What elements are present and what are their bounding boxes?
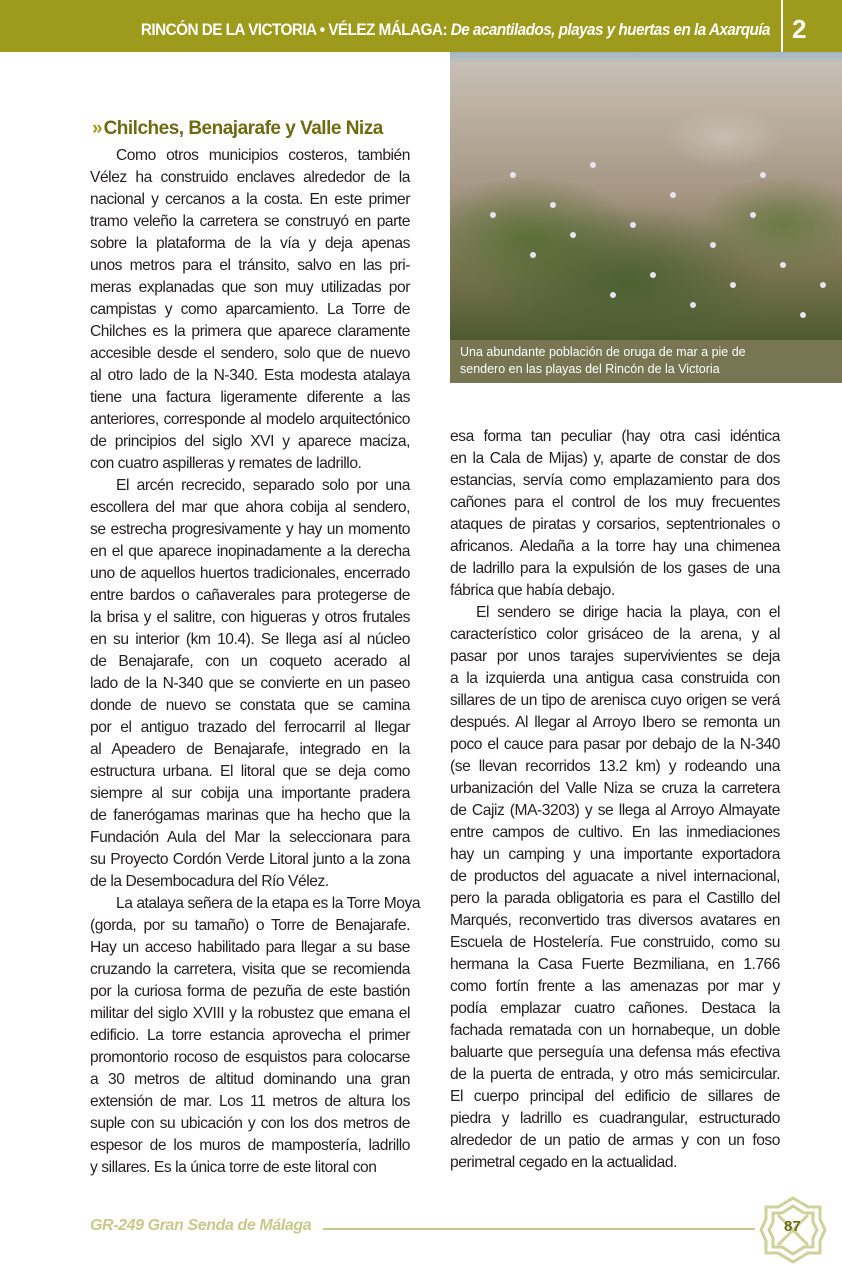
header-title-sub: De acantilados, playas y huertas en la Axarquía xyxy=(450,20,770,39)
text-line: donde de nuevo se constata que se camina xyxy=(90,697,410,714)
text-line: sobre la plataforma de la vía y deja apenas xyxy=(90,235,410,252)
text-line: perimetral cegado en la actualidad. xyxy=(450,1154,677,1171)
text-line: pasar por unos tarajes supervivientes se deja xyxy=(450,648,780,665)
text-line: cruzando la carretera, visita que se recomienda xyxy=(90,961,410,978)
flower-mark xyxy=(570,232,576,238)
text-line: uno de aquellos huertos tradicionales, encerrado xyxy=(90,565,410,582)
text-line: anteriores, corresponde al modelo arquitectónico xyxy=(90,411,410,428)
text-line: estancias, servía como emplazamiento para dos xyxy=(450,472,780,489)
page-number: 87 xyxy=(784,1218,801,1235)
text-line: y sillares. Es la única torre de este litoral con xyxy=(90,1159,377,1176)
flower-mark xyxy=(820,282,826,288)
flower-mark xyxy=(760,172,766,178)
text-line: a la izquierda una antigua casa construida con xyxy=(450,670,780,687)
footer-rule xyxy=(323,1228,755,1230)
text-line: accesible desde el sendero, solo que de nuevo xyxy=(90,345,410,362)
text-line: Chilches es la primera que aparece claramente xyxy=(90,323,410,340)
text-line: Vélez ha construido enclaves alrededor de la xyxy=(90,169,410,186)
text-line: entre campos de cultivo. En las inmediaciones xyxy=(450,824,780,841)
text-line: en su interior (km 10.4). Se llega así al núcleo xyxy=(90,631,410,648)
text-line: El sendero se dirige hacia la playa, con el xyxy=(476,604,780,621)
text-line: Marqués, reconvertido tras diversos avatares en xyxy=(450,912,780,929)
text-line: característico color grisáceo de la arena, y al xyxy=(450,626,780,643)
chevron-marker-icon: » xyxy=(92,118,100,139)
text-line: espesor de los muros de mampostería, ladrillo xyxy=(90,1137,410,1154)
section-heading xyxy=(92,118,383,140)
text-line: como fortín frente a las amenazas por mar y xyxy=(450,978,780,995)
flower-mark xyxy=(610,292,616,298)
text-line: alrededor de un patio de armas y con un foso xyxy=(450,1132,780,1149)
text-line: tramo veleño la carretera se construyó en parte xyxy=(90,213,410,230)
flower-mark xyxy=(550,202,556,208)
text-line: Hay un acceso habilitado para llegar a su base xyxy=(90,939,410,956)
text-line: por la curiosa forma de pezuña de este bastión xyxy=(90,983,410,1000)
text-line: promontorio rocoso de esquistos para colocarse xyxy=(90,1049,410,1066)
text-line: hermana la Casa Fuerte Bezmiliana, en 1.766 xyxy=(450,956,780,973)
flower-mark xyxy=(650,272,656,278)
text-line: la brisa y el salitre, con higueras y otros frutales xyxy=(90,609,410,626)
right-column xyxy=(450,426,780,1174)
text-line: de productos del aguacate a nivel internacional, xyxy=(450,868,780,885)
text-line: en la Cala de Mijas) y, aparte de constar de dos xyxy=(450,450,780,467)
text-line: estructura urbana. El litoral que se deja como xyxy=(90,763,410,780)
text-line: siempre al sur cobija una importante pradera xyxy=(90,785,410,802)
header-divider xyxy=(781,0,783,52)
text-line: fachada rematada con un hornabeque, un doble xyxy=(450,1022,780,1039)
running-header xyxy=(0,0,842,52)
text-line: esa forma tan peculiar (hay otra casi idéntica xyxy=(450,428,780,445)
flower-mark xyxy=(590,162,596,168)
text-line: lado de la N-340 que se convierte en un paseo xyxy=(90,675,410,692)
flower-mark xyxy=(690,302,696,308)
text-line: hay un camping y una importante exportadora xyxy=(450,846,780,863)
text-line: pero la parada obligatoria es para el Castillo del xyxy=(450,890,780,907)
text-line: de ladrillo para la expulsión de los gases de una xyxy=(450,560,780,577)
text-line: entre bardos o cañaverales para protegerse de xyxy=(90,587,410,604)
text-line: urbanización del Valle Niza se cruza la carretera xyxy=(450,780,780,797)
flower-mark xyxy=(710,242,716,248)
caption-line: Una abundante población de oruga de mar a pie de xyxy=(460,345,746,359)
text-line: sillares de un tipo de arenisca cuyo origen se verá xyxy=(450,692,780,709)
text-line: de Benajarafe, con un coqueto acerado al xyxy=(90,653,410,670)
flower-mark xyxy=(750,212,756,218)
text-line: edificio. La torre estancia aprovecha el primer xyxy=(90,1027,410,1044)
text-line: Fundación Aula del Mar la seleccionara para xyxy=(90,829,410,846)
flower-mark xyxy=(670,192,676,198)
caption-line: sendero en las playas del Rincón de la Victoria xyxy=(460,362,720,376)
text-line: militar del siglo XVIII y la robustez que emana el xyxy=(90,1005,410,1022)
section-heading-text: Chilches, Benajarafe y Valle Niza xyxy=(103,118,383,139)
text-line: se estrecha progresivamente y hay un momento xyxy=(90,521,410,538)
text-line: poco el cauce para pasar por debajo de la N-340 xyxy=(450,736,780,753)
text-line: podía emplazar cuatro cañones. Destaca la xyxy=(450,1000,780,1017)
text-line: tiene una factura ligeramente diferente a las xyxy=(90,389,410,406)
text-line: suple con su ubicación y con los dos metros de xyxy=(90,1115,410,1132)
text-line: meras explanadas que son muy utilizadas por xyxy=(90,279,410,296)
flower-mark xyxy=(530,252,536,258)
text-line: piedra y ladrillo es cuadrangular, estructurado xyxy=(450,1110,780,1127)
text-line: baluarte que perseguía una defensa más efectiva xyxy=(450,1044,780,1061)
text-line: en el que aparece inopinadamente a la derecha xyxy=(90,543,410,560)
flower-mark xyxy=(730,282,736,288)
text-line: Escuela de Hostelería. Fue construido, como su xyxy=(450,934,780,951)
text-line: (se llevan recorridos 13.2 km) y rodeando una xyxy=(450,758,780,775)
text-line: africanos. Aledaña a la torre hay una chimenea xyxy=(450,538,780,555)
text-line: de la Desembocadura del Río Vélez. xyxy=(90,873,329,890)
flower-mark xyxy=(510,172,516,178)
text-line: Como otros municipios costeros, también xyxy=(116,147,410,164)
text-line: (gorda, por su tamaño) o Torre de Benajarafe. xyxy=(90,917,410,934)
text-line: de Cajiz (MA-3203) y se llega al Arroyo Almayate xyxy=(450,802,780,819)
text-line: El arcén recrecido, separado solo por una xyxy=(116,477,410,494)
chapter-number: 2 xyxy=(792,14,807,44)
header-title-main: RINCÓN DE LA VICTORIA • VÉLEZ MÁLAGA: xyxy=(140,20,447,39)
footer-series-title: GR-249 Gran Senda de Málaga xyxy=(90,1217,312,1234)
text-line: al otro lado de la N-340. Esta modesta atalaya xyxy=(90,367,410,384)
text-line: después. Al llegar al Arroyo Ibero se remonta un xyxy=(450,714,780,731)
text-line: de principios del siglo XVI y aparece maciza, xyxy=(90,433,410,450)
text-line: cañones para el control de los muy frecuentes xyxy=(450,494,780,511)
left-column xyxy=(90,145,421,1179)
flower-mark xyxy=(490,212,496,218)
text-line: extensión de mar. Los 11 metros de altura los xyxy=(90,1093,410,1110)
text-line: campistas y como aparcamiento. La Torre de xyxy=(90,301,410,318)
text-line: de fanerógamas marinas que ha hecho que la xyxy=(90,807,410,824)
text-line: ataques de piratas y corsarios, septentrionales o xyxy=(450,516,780,533)
text-line: con cuatro aspilleras y remates de ladrillo. xyxy=(90,455,362,472)
header-title xyxy=(141,20,770,40)
text-line: La atalaya señera de la etapa es la Torre Moya xyxy=(116,895,421,912)
flower-mark xyxy=(800,312,806,318)
text-line: fábrica que había debajo. xyxy=(450,582,615,599)
text-line: a 30 metros de altitud dominando una gran xyxy=(90,1071,410,1088)
text-line: nacional y cercanos a la costa. En este primer xyxy=(90,191,410,208)
text-line: por el antiguo trazado del ferrocarril al llegar xyxy=(90,719,410,736)
text-line: escollera del mar que ahora cobija al sendero, xyxy=(90,499,410,516)
text-line: su Proyecto Cordón Verde Litoral junto a la zona xyxy=(90,851,410,868)
flower-mark xyxy=(630,222,636,228)
text-line: al Apeadero de Benajarafe, integrado en la xyxy=(90,741,410,758)
photo-caption xyxy=(450,340,842,383)
flower-mark xyxy=(780,262,786,268)
text-line: El cuerpo principal del edificio de sillares de xyxy=(450,1088,780,1105)
text-line: de la puerta de entrada, y otro más semicircular. xyxy=(450,1066,780,1083)
beach-plants-photo xyxy=(450,52,842,340)
text-line: unos metros para el tránsito, salvo en las pri- xyxy=(90,257,410,274)
photo-sky xyxy=(450,52,842,64)
